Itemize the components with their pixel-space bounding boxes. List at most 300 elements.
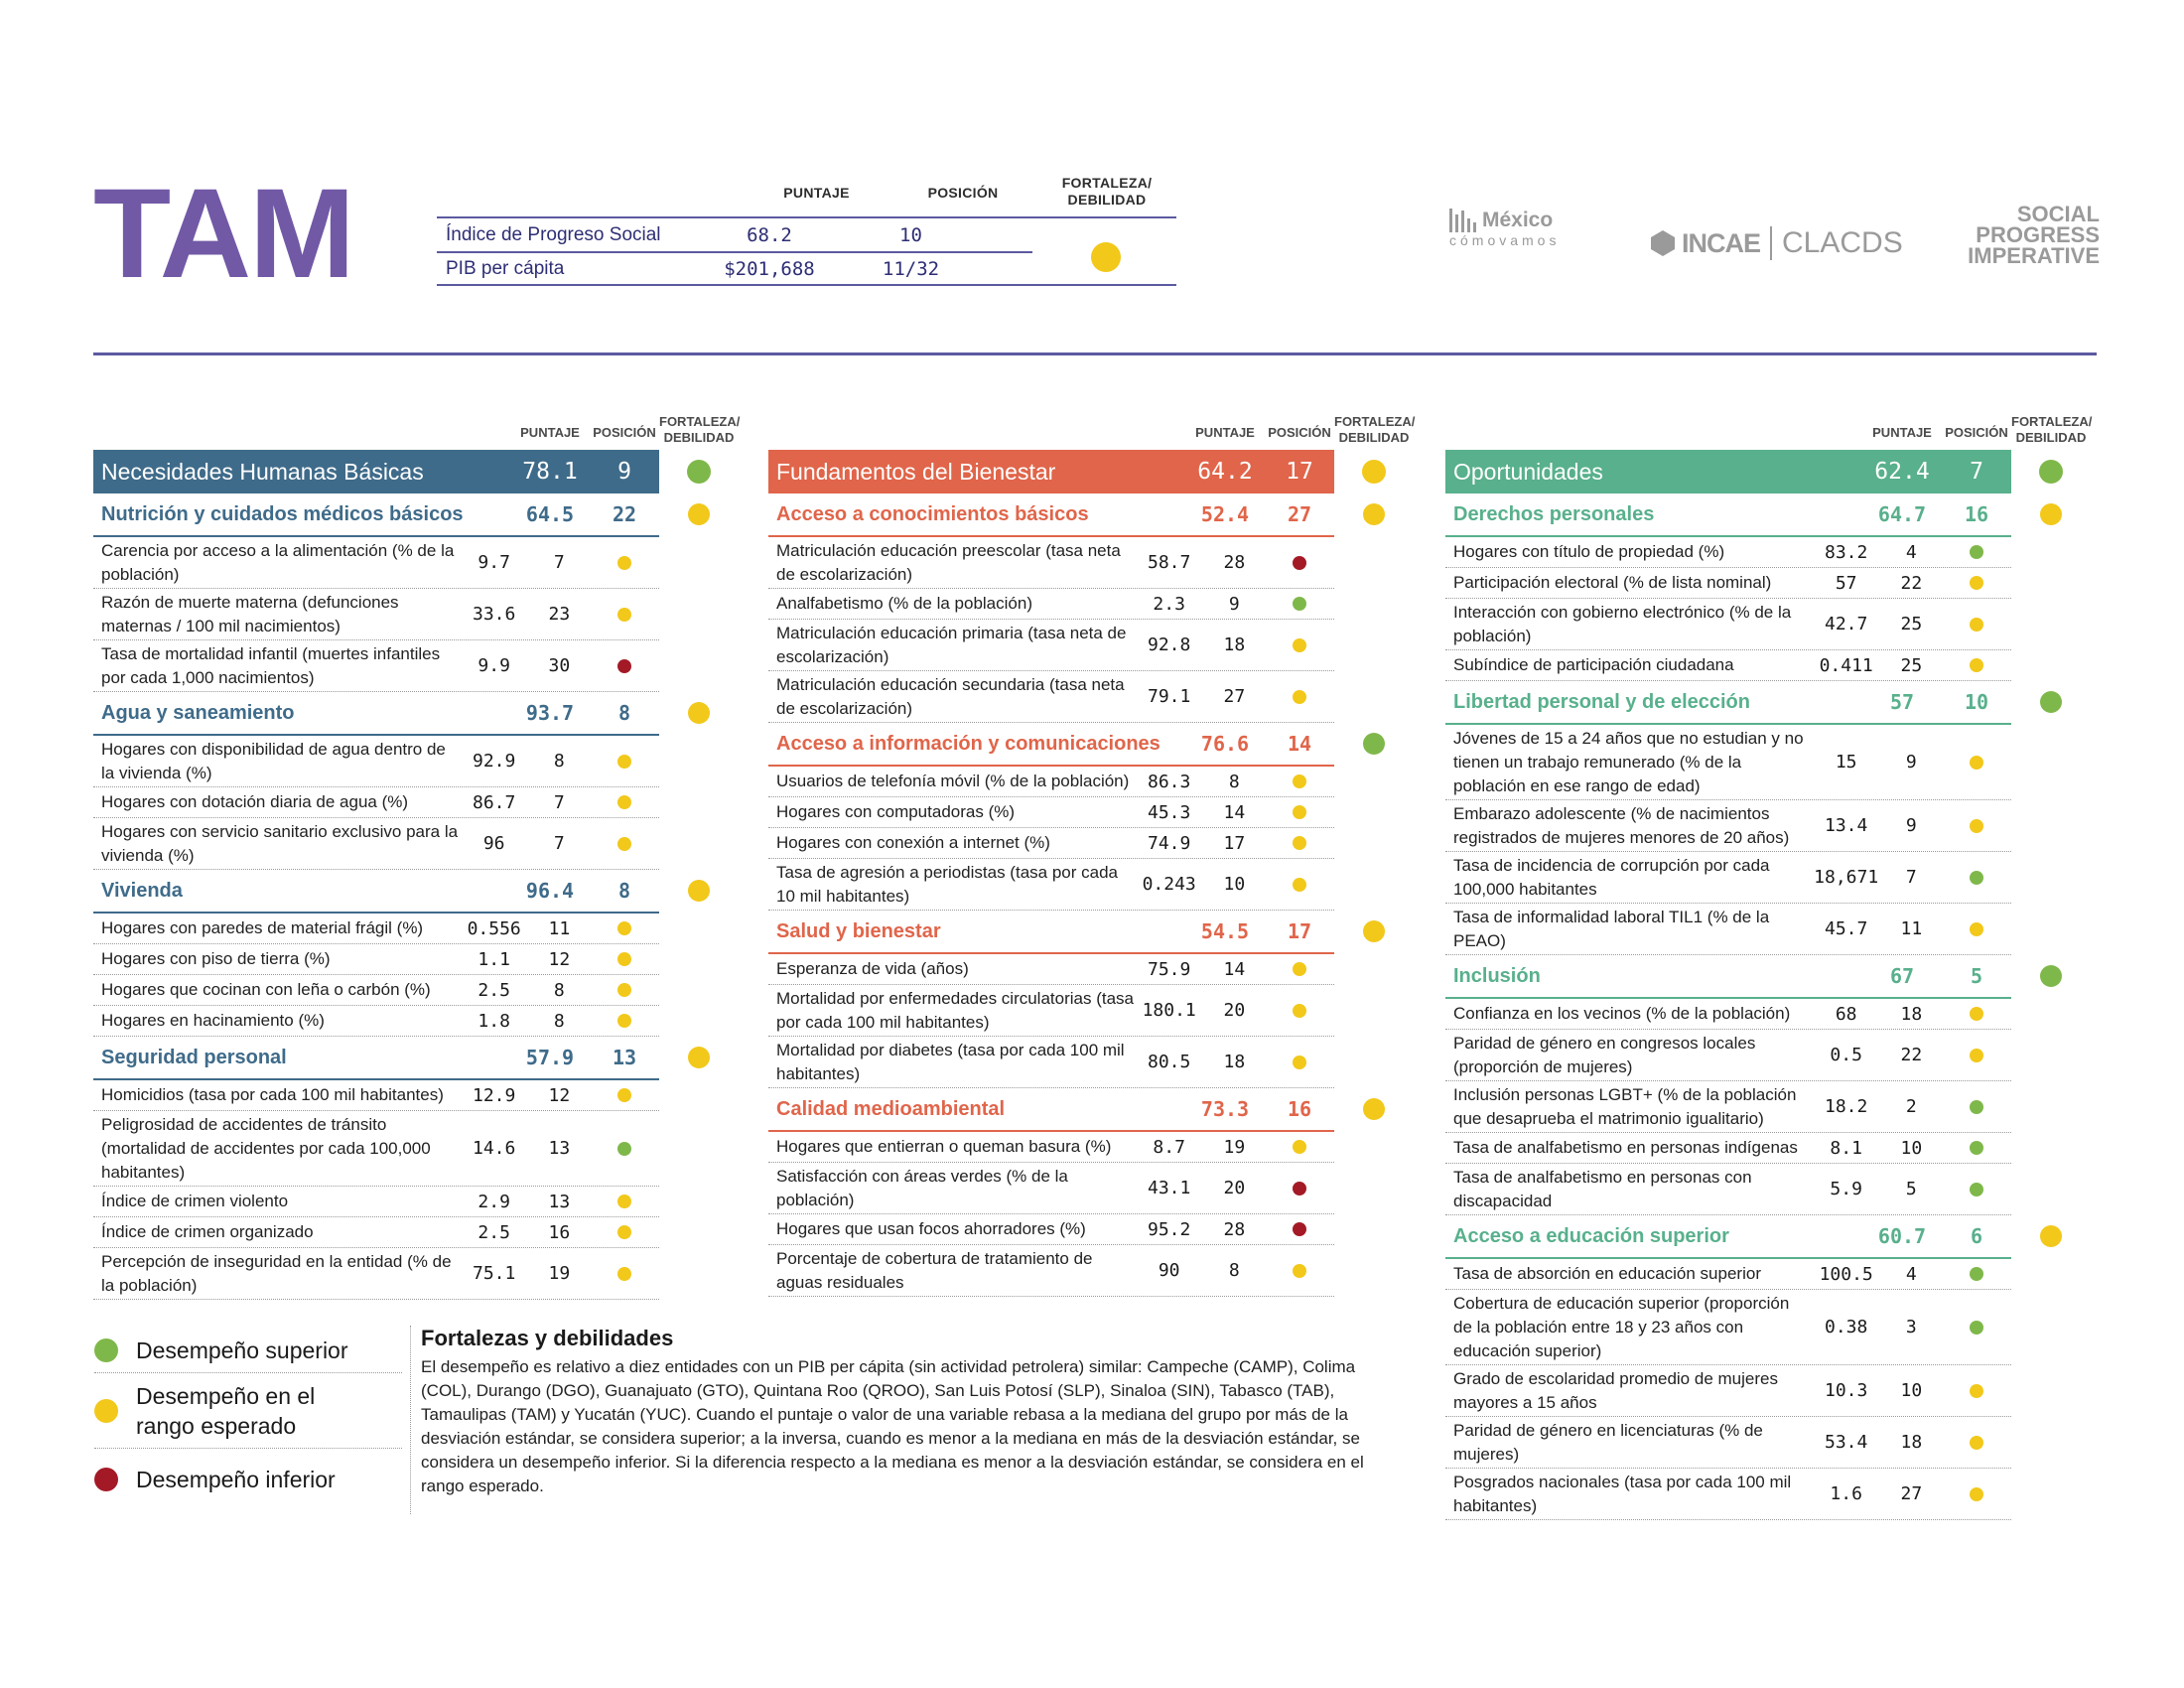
indicator-position: 25 xyxy=(1900,614,1923,634)
indicator-score: 0.243 xyxy=(1142,874,1196,895)
indicator-score: 83.2 xyxy=(1824,541,1868,563)
indicator-flag xyxy=(1265,836,1334,850)
indicator-flag-dot xyxy=(1293,805,1306,819)
component-row xyxy=(768,493,1414,535)
component-row xyxy=(1445,955,2091,997)
indicator-position: 23 xyxy=(548,604,571,625)
indicator-score: 2.5 xyxy=(478,979,510,1001)
component-flag xyxy=(1334,1098,1414,1120)
indicator-score: 57 xyxy=(1835,572,1857,594)
indicator-flag-dot xyxy=(1293,962,1306,976)
indicator-flag xyxy=(1942,618,2011,632)
indicator-row xyxy=(93,640,659,692)
component-position: 16 xyxy=(1964,502,1989,526)
indicator-row xyxy=(768,954,1334,985)
component-flag-dot xyxy=(688,503,710,525)
component-flag-dot xyxy=(1363,503,1385,525)
indicator-flag-dot xyxy=(617,659,631,673)
indicator-flag xyxy=(1265,1055,1334,1069)
indicator-label: Homicidios (tasa por cada 100 mil habitantes) xyxy=(101,1085,444,1104)
column-header-fortaleza: FORTALEZA/ DEBILIDAD xyxy=(1334,413,1416,445)
column-header-posicion: POSICIÓN xyxy=(1268,425,1331,440)
indicator-row xyxy=(93,975,659,1006)
indicator-score: 74.9 xyxy=(1147,832,1191,854)
indicator-flag-dot xyxy=(1293,1264,1306,1278)
indicator-score: 2.9 xyxy=(478,1191,510,1212)
indicator-row xyxy=(768,1245,1334,1297)
component-label: Libertad personal y de elección xyxy=(1453,690,1750,713)
indicator-position: 14 xyxy=(1223,801,1246,823)
indicator-flag xyxy=(590,1267,659,1281)
component-row xyxy=(1445,493,2091,535)
indicator-label: Jóvenes de 15 a 24 años que no estudian y no tienen un trabajo remunerado (% de la población en ese rango de edad) xyxy=(1453,728,1804,795)
fortalezas-title: Fortalezas y debilidades xyxy=(421,1326,674,1350)
indicator-row xyxy=(768,589,1334,620)
indicator-score: 2.3 xyxy=(1153,593,1185,615)
indicator-flag xyxy=(1942,1183,2011,1196)
component-score: 64.7 xyxy=(1877,502,1927,526)
indicator-label: Cobertura de educación superior (proporción de la población entre 18 y 23 años con educación superior) xyxy=(1453,1293,1790,1360)
indicator-flag-dot xyxy=(1970,1487,1983,1501)
indicator-flag-dot xyxy=(1293,836,1306,850)
component-position: 6 xyxy=(1970,1224,1983,1248)
indicator-position: 2 xyxy=(1905,1096,1917,1117)
component-row xyxy=(768,911,1414,952)
dimension-flag-dot xyxy=(687,460,711,484)
component-position: 5 xyxy=(1970,964,1983,988)
header-row-pib xyxy=(442,254,1171,284)
component-score: 76.6 xyxy=(1200,732,1250,756)
component-flag xyxy=(659,880,739,902)
dimension-row xyxy=(1445,450,2091,493)
indicator-position: 27 xyxy=(1900,1483,1923,1504)
dimension-flag xyxy=(1334,460,1414,484)
component-position: 13 xyxy=(612,1046,637,1069)
indicator-row xyxy=(1445,1030,2011,1081)
indicator-row xyxy=(93,914,659,944)
column-header-puntaje: PUNTAJE xyxy=(520,425,580,440)
indicator-row xyxy=(1445,1259,2011,1290)
dimension-position: 17 xyxy=(1286,459,1313,485)
component-band xyxy=(1445,690,2011,714)
indicator-position: 11 xyxy=(1900,918,1923,939)
indicator-flag xyxy=(1942,545,2011,559)
indicator-label: Tasa de agresión a periodistas (tasa por cada 10 mil habitantes) xyxy=(776,862,1118,906)
indicator-label: Hogares con computadoras (%) xyxy=(776,802,1016,821)
component-block xyxy=(93,493,739,537)
indicator-flag xyxy=(590,921,659,935)
indicator-score: 8.7 xyxy=(1153,1136,1185,1158)
indicator-row xyxy=(1445,537,2011,568)
indicator-score: 86.7 xyxy=(472,791,516,813)
component-block xyxy=(768,1088,1414,1132)
dimension-position: 7 xyxy=(1970,459,1983,485)
indicator-row xyxy=(1445,1081,2011,1133)
indicator-label: Hogares con piso de tierra (%) xyxy=(101,949,331,968)
dimension-position: 9 xyxy=(617,459,631,485)
component-position: 16 xyxy=(1287,1097,1312,1121)
component-position: 8 xyxy=(617,701,631,725)
indicator-flag xyxy=(1265,1182,1334,1196)
dimension-flag xyxy=(2011,460,2091,484)
indicator-label: Matriculación educación preescolar (tasa neta de escolarización) xyxy=(776,540,1121,584)
column-header-fortaleza: FORTALEZA/ DEBILIDAD xyxy=(659,413,741,445)
dimension-bar xyxy=(93,450,659,493)
indicator-flag xyxy=(1265,1222,1334,1236)
indicator-row xyxy=(1445,650,2011,681)
indicator-position: 18 xyxy=(1900,1003,1923,1025)
indicator-flag-dot xyxy=(1970,1267,1983,1281)
header-fortaleza-dot xyxy=(1091,242,1121,272)
dimension-score: 62.4 xyxy=(1874,459,1930,485)
indicator-label: Peligrosidad de accidentes de tránsito (mortalidad de accidentes por cada 100,000 habitantes) xyxy=(101,1114,431,1182)
indicator-score: 0.556 xyxy=(467,917,521,939)
incae-emblem-icon xyxy=(1648,228,1678,258)
dimension-flag xyxy=(659,460,739,484)
indicator-label: Participación electoral (% de lista nominal) xyxy=(1453,573,1772,592)
indicator-flag xyxy=(1942,1321,2011,1335)
indicator-flag xyxy=(1942,1141,2011,1155)
legend-inferior-label: Desempeño inferior xyxy=(136,1466,336,1492)
component-block xyxy=(768,723,1414,767)
dimension-label: Necesidades Humanas Básicas xyxy=(101,458,424,485)
indicator-position: 19 xyxy=(548,1263,571,1284)
indicator-position: 18 xyxy=(1223,1052,1246,1072)
component-label: Inclusión xyxy=(1453,964,1541,987)
component-score: 96.4 xyxy=(525,879,575,903)
legend-esperado-label: Desempeño en el rango esperado xyxy=(136,1383,316,1439)
indicator-label: Hogares con dotación diaria de agua (%) xyxy=(101,792,409,811)
indicator-label: Hogares con conexión a internet (%) xyxy=(776,833,1050,852)
indicator-position: 22 xyxy=(1900,572,1923,594)
indicator-flag xyxy=(590,952,659,966)
indicator-label: Subíndice de participación ciudadana xyxy=(1453,655,1734,674)
indicator-label: Paridad de género en licenciaturas (% de mujeres) xyxy=(1453,1420,1763,1464)
component-label: Seguridad personal xyxy=(101,1046,287,1068)
dimension-score: 78.1 xyxy=(522,459,578,485)
indicator-row xyxy=(93,736,659,787)
indicator-position: 8 xyxy=(553,751,565,772)
indicator-flag xyxy=(590,1195,659,1208)
column-header xyxy=(768,402,1414,446)
component-band xyxy=(93,1046,659,1069)
indicator-score: 9.9 xyxy=(478,655,510,676)
legend-green-dot xyxy=(94,1338,118,1362)
component-flag-dot xyxy=(2040,1225,2062,1247)
indicator-score: 45.7 xyxy=(1824,918,1868,939)
header-rule-bottom xyxy=(437,284,1176,286)
indicator-label: Tasa de analfabetismo en personas con discapacidad xyxy=(1453,1167,1752,1210)
indicator-position: 8 xyxy=(553,979,565,1001)
indicator-score: 1.6 xyxy=(1830,1483,1862,1504)
indicator-score: 86.3 xyxy=(1147,771,1191,792)
component-position: 8 xyxy=(617,879,631,903)
indicator-position: 12 xyxy=(548,948,571,970)
indicator-flag xyxy=(1942,1436,2011,1450)
indicator-score: 10.3 xyxy=(1824,1380,1868,1401)
indicator-row xyxy=(93,818,659,870)
indicator-label: Posgrados nacionales (tasa por cada 100 mil habitantes) xyxy=(1453,1472,1792,1515)
indicator-row xyxy=(1445,999,2011,1030)
indicator-label: Tasa de mortalidad infantil (muertes infantiles por cada 1,000 nacimientos) xyxy=(101,643,441,687)
dimension-label: Fundamentos del Bienestar xyxy=(776,458,1056,485)
indicator-row xyxy=(1445,1469,2011,1520)
component-flag-dot xyxy=(688,702,710,724)
indicator-flag xyxy=(590,608,659,622)
indicator-score: 13.4 xyxy=(1824,815,1868,836)
indicator-position: 9 xyxy=(1228,593,1240,615)
indicator-row xyxy=(768,797,1334,828)
ips-score: 68.2 xyxy=(747,224,792,246)
component-label: Vivienda xyxy=(101,879,183,902)
indicator-flag-dot xyxy=(617,1195,631,1208)
indicator-flag-dot xyxy=(1293,690,1306,704)
legend-yellow-dot xyxy=(94,1399,118,1423)
indicator-score: 18.2 xyxy=(1824,1096,1868,1117)
indicator-flag-dot xyxy=(617,1267,631,1281)
indicator-label: Carencia por acceso a la alimentación (% de la población) xyxy=(101,540,455,584)
indicator-label: Satisfacción con áreas verdes (% de la población) xyxy=(776,1166,1068,1209)
indicator-flag-dot xyxy=(617,556,631,570)
social-progress-imperative-logo: SOCIAL PROGRESS IMPERATIVE xyxy=(1968,202,2100,268)
indicator-flag xyxy=(1265,962,1334,976)
indicator-score: 95.2 xyxy=(1147,1218,1191,1240)
indicator-score: 1.8 xyxy=(478,1010,510,1032)
indicator-flag-dot xyxy=(1293,1222,1306,1236)
indicator-label: Hogares que cocinan con leña o carbón (%) xyxy=(101,980,431,999)
indicator-score: 8.1 xyxy=(1830,1137,1862,1159)
indicator-row xyxy=(1445,800,2011,852)
component-band xyxy=(1445,1224,2011,1248)
indicator-score: 80.5 xyxy=(1147,1052,1191,1072)
indicator-flag-dot xyxy=(1293,638,1306,652)
indicator-score: 58.7 xyxy=(1147,552,1191,573)
indicator-score: 45.3 xyxy=(1147,801,1191,823)
indicator-flag xyxy=(590,659,659,673)
indicator-label: Percepción de inseguridad en la entidad (% de la población) xyxy=(101,1251,452,1295)
component-score: 93.7 xyxy=(525,701,575,725)
indicator-position: 20 xyxy=(1223,1178,1246,1198)
indicator-flag-dot xyxy=(617,608,631,622)
indicator-label: Hogares con disponibilidad de agua dentro de la vivienda (%) xyxy=(101,739,446,782)
legend-esperado xyxy=(94,1378,372,1444)
component-block xyxy=(768,911,1414,954)
component-flag xyxy=(659,702,739,724)
pib-value: $201,688 xyxy=(724,258,815,280)
component-row xyxy=(1445,1215,2091,1257)
component-flag xyxy=(1334,733,1414,755)
legend-separator xyxy=(94,1448,402,1449)
component-row xyxy=(93,1037,739,1078)
dimension-label: Oportunidades xyxy=(1453,458,1603,485)
indicator-flag xyxy=(1265,805,1334,819)
component-band xyxy=(768,732,1334,756)
component-flag-dot xyxy=(2040,965,2062,987)
component-label: Acceso a conocimientos básicos xyxy=(776,502,1089,525)
indicator-row xyxy=(1445,1133,2011,1164)
indicator-score: 96 xyxy=(482,833,505,854)
dimension-flag-dot xyxy=(2039,460,2063,484)
component-flag-dot xyxy=(1363,733,1385,755)
indicator-flag-dot xyxy=(617,1142,631,1156)
indicator-position: 8 xyxy=(1228,771,1240,792)
component-label: Agua y saneamiento xyxy=(101,701,295,724)
component-flag-dot xyxy=(688,880,710,902)
indicator-row xyxy=(93,1006,659,1037)
indicator-flag-dot xyxy=(617,921,631,935)
component-flag xyxy=(659,1047,739,1068)
component-row xyxy=(768,723,1414,765)
indicator-position: 7 xyxy=(553,791,565,813)
indicator-score: 79.1 xyxy=(1147,686,1191,707)
indicator-label: Razón de muerte materna (defunciones maternas / 100 mil nacimientos) xyxy=(101,592,399,635)
legend-superior-label: Desempeño superior xyxy=(136,1336,348,1363)
dimension-row xyxy=(768,450,1414,493)
indicator-flag xyxy=(1942,922,2011,936)
indicator-flag xyxy=(1265,1140,1334,1154)
indicator-flag xyxy=(1265,597,1334,611)
header-rule-mid xyxy=(437,251,1032,253)
indicator-label: Hogares que entierran o queman basura (%) xyxy=(776,1137,1112,1156)
indicator-position: 4 xyxy=(1905,541,1917,563)
component-block xyxy=(768,493,1414,537)
pib-label: PIB per cápita xyxy=(446,258,565,279)
column-header-puntaje: PUNTAJE xyxy=(1195,425,1255,440)
indicator-position: 10 xyxy=(1900,1380,1923,1401)
indicator-label: Índice de crimen violento xyxy=(101,1192,289,1210)
indicator-flag xyxy=(1942,871,2011,885)
component-flag xyxy=(2011,503,2091,525)
component-flag-dot xyxy=(1363,1098,1385,1120)
fortalezas-debilidades-note xyxy=(410,1326,1393,1514)
indicator-row xyxy=(1445,568,2011,599)
indicator-flag-dot xyxy=(1293,1140,1306,1154)
indicator-position: 13 xyxy=(548,1191,571,1212)
indicator-row xyxy=(93,944,659,975)
indicator-label: Matriculación educación secundaria (tasa neta de escolarización) xyxy=(776,674,1125,718)
column-header-puntaje: PUNTAJE xyxy=(1872,425,1932,440)
indicator-flag-dot xyxy=(1293,1182,1306,1196)
indicator-flag xyxy=(1942,756,2011,770)
indicator-position: 8 xyxy=(1228,1260,1240,1281)
indicator-label: Analfabetismo (% de la población) xyxy=(776,594,1032,613)
indicator-flag-dot xyxy=(1970,819,1983,833)
indicator-flag-dot xyxy=(1970,1141,1983,1155)
state-code-title: TAM xyxy=(93,163,353,305)
indicator-score: 2.5 xyxy=(478,1221,510,1243)
header-col-fortaleza: FORTALEZA/ DEBILIDAD xyxy=(1061,175,1153,208)
indicator-flag-dot xyxy=(1970,1321,1983,1335)
indicator-row xyxy=(93,1080,659,1111)
component-flag-dot xyxy=(688,1047,710,1068)
indicator-label: Mortalidad por enfermedades circulatorias (tasa por cada 100 mil habitantes) xyxy=(776,988,1135,1032)
indicator-flag xyxy=(1265,638,1334,652)
header-rule-top xyxy=(437,216,1176,218)
indicator-row xyxy=(768,859,1334,911)
indicator-row xyxy=(768,767,1334,797)
indicator-flag-dot xyxy=(1970,1183,1983,1196)
indicator-flag-dot xyxy=(1293,774,1306,788)
indicator-flag xyxy=(1942,1100,2011,1114)
indicator-label: Tasa de informalidad laboral TIL1 (% de la PEAO) xyxy=(1453,907,1770,950)
indicator-label: Hogares con paredes de material frágil (%) xyxy=(101,918,424,937)
component-score: 73.3 xyxy=(1200,1097,1250,1121)
component-label: Derechos personales xyxy=(1453,502,1655,525)
indicator-flag xyxy=(1942,1049,2011,1062)
indicator-score: 18,671 xyxy=(1814,867,1879,888)
indicator-position: 7 xyxy=(553,552,565,573)
indicator-row xyxy=(768,828,1334,859)
indicator-label: Tasa de absorción en educación superior xyxy=(1453,1264,1761,1283)
component-position: 17 xyxy=(1287,919,1312,943)
component-position: 22 xyxy=(612,502,637,526)
indicator-row xyxy=(768,1132,1334,1163)
mexico-como-vamos-logo: México cómovamos xyxy=(1449,209,1561,248)
indicator-flag-dot xyxy=(1970,1007,1983,1021)
component-block xyxy=(1445,1215,2091,1259)
legend-superior xyxy=(94,1333,372,1368)
legend-inferior xyxy=(94,1462,372,1497)
indicator-row xyxy=(93,1111,659,1187)
indicator-row xyxy=(1445,1290,2011,1365)
indicator-label: Paridad de género en congresos locales (proporción de mujeres) xyxy=(1453,1033,1756,1076)
column-header xyxy=(1445,402,2091,446)
indicator-row xyxy=(1445,852,2011,904)
indicator-flag xyxy=(1942,1487,2011,1501)
component-flag xyxy=(1334,503,1414,525)
indicator-score: 75.1 xyxy=(472,1263,516,1284)
indicator-score: 42.7 xyxy=(1824,614,1868,634)
indicator-label: Porcentaje de cobertura de tratamiento de aguas residuales xyxy=(776,1248,1093,1292)
indicator-score: 43.1 xyxy=(1147,1178,1191,1198)
indicator-score: 5.9 xyxy=(1830,1179,1862,1199)
indicator-flag xyxy=(590,837,659,851)
component-band xyxy=(93,502,659,526)
column-necesidades xyxy=(93,402,739,1300)
component-band xyxy=(768,1097,1334,1121)
ips-position: 10 xyxy=(899,224,922,246)
indicator-position: 4 xyxy=(1905,1263,1917,1285)
indicator-position: 14 xyxy=(1223,958,1246,980)
indicator-flag-dot xyxy=(1970,922,1983,936)
pib-position: 11/32 xyxy=(882,258,940,280)
indicator-row xyxy=(768,1214,1334,1245)
indicator-position: 20 xyxy=(1223,1000,1246,1021)
indicator-flag-dot xyxy=(1970,871,1983,885)
indicator-flag xyxy=(590,983,659,997)
component-flag xyxy=(2011,965,2091,987)
component-score: 52.4 xyxy=(1200,502,1250,526)
indicator-flag-dot xyxy=(617,755,631,769)
indicator-flag-dot xyxy=(617,837,631,851)
indicator-position: 18 xyxy=(1900,1432,1923,1453)
component-row xyxy=(93,692,739,734)
component-band xyxy=(1445,964,2011,988)
indicator-position: 30 xyxy=(548,655,571,676)
indicator-flag-dot xyxy=(1293,556,1306,570)
indicator-position: 7 xyxy=(553,833,565,854)
indicator-position: 13 xyxy=(548,1138,571,1159)
indicator-flag xyxy=(590,795,659,809)
indicator-score: 0.5 xyxy=(1830,1045,1862,1065)
indicator-label: Tasa de incidencia de corrupción por cada 100,000 habitantes xyxy=(1453,855,1770,899)
component-flag-dot xyxy=(2040,691,2062,713)
dimension-bar xyxy=(1445,450,2011,493)
indicator-flag xyxy=(590,1014,659,1028)
indicator-flag xyxy=(1265,556,1334,570)
indicator-row xyxy=(768,985,1334,1037)
indicator-flag-dot xyxy=(1970,545,1983,559)
